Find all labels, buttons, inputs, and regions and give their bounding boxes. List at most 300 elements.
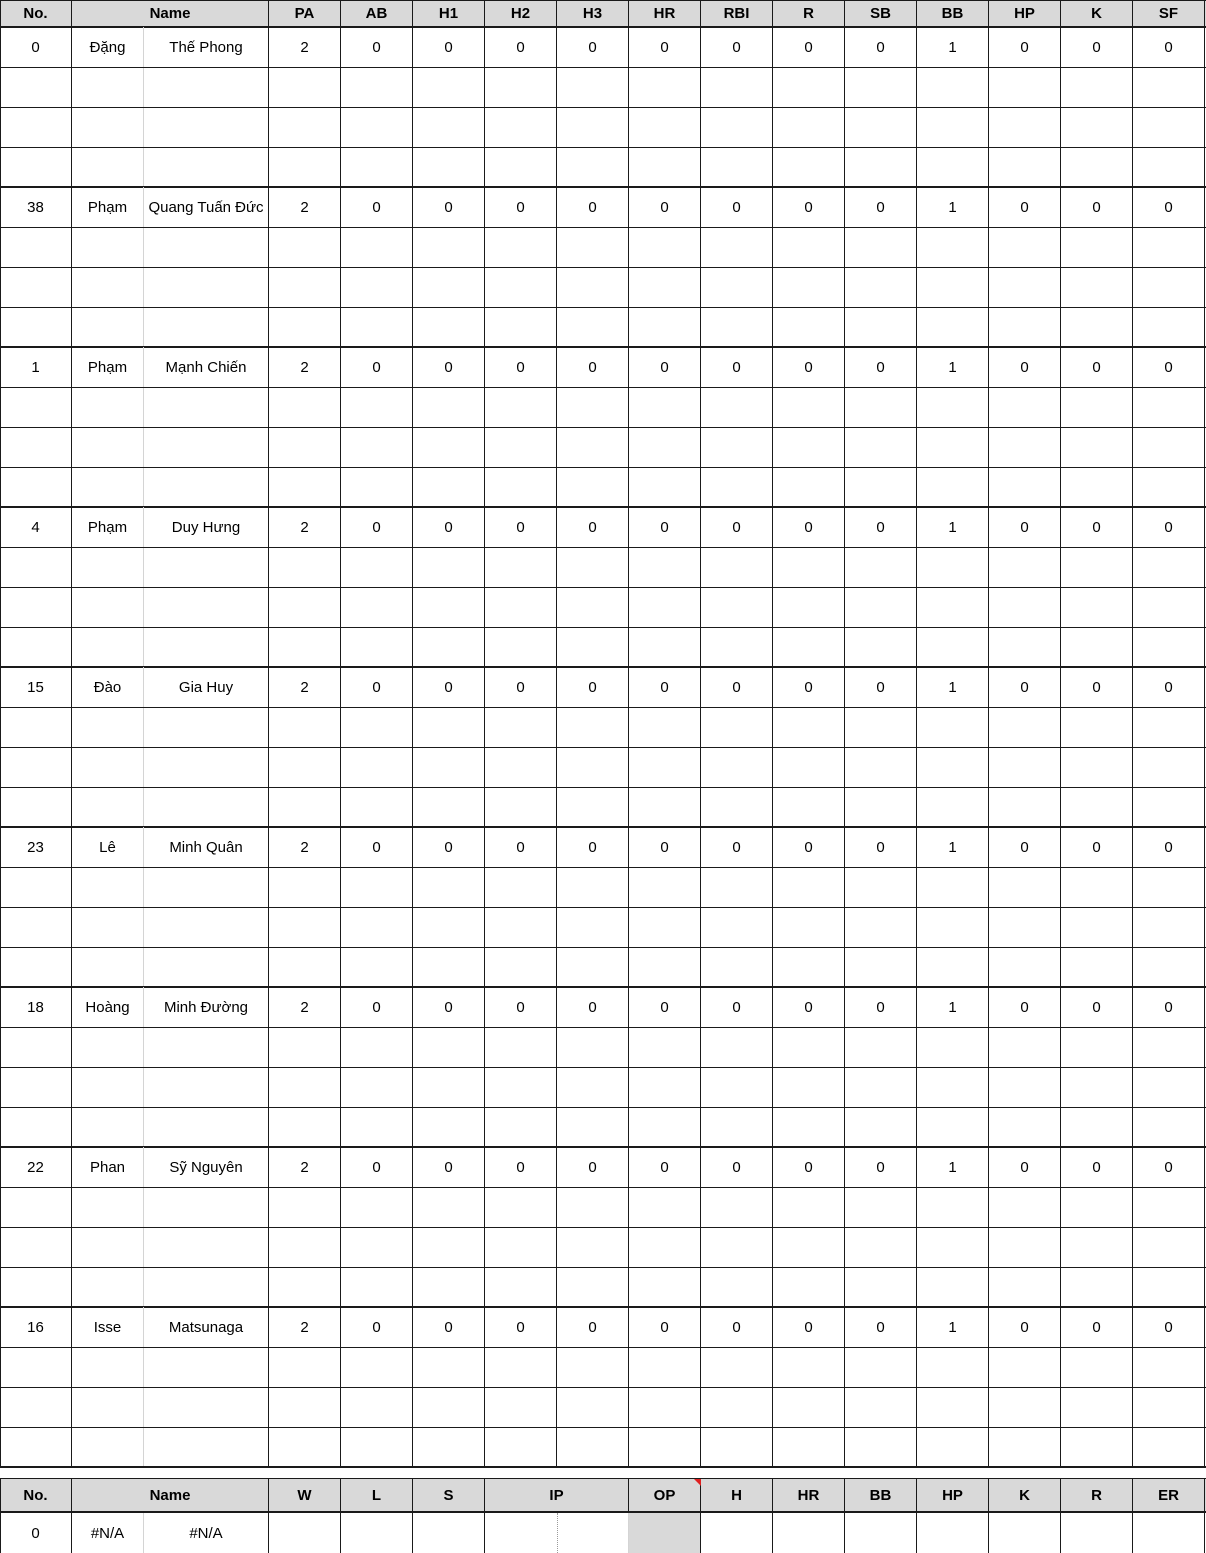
stat-bb[interactable]: 1 xyxy=(917,27,989,67)
header-pa[interactable]: PA xyxy=(269,0,341,26)
player-number[interactable] xyxy=(0,787,72,827)
stat-h3[interactable] xyxy=(557,947,629,987)
player-first-name[interactable] xyxy=(144,867,269,907)
stat-sb[interactable]: 0 xyxy=(845,187,917,227)
player-number[interactable] xyxy=(0,387,72,427)
stat-bb[interactable] xyxy=(917,1027,989,1067)
stat-sb[interactable] xyxy=(845,67,917,107)
stat-ab[interactable] xyxy=(341,467,413,507)
player-number[interactable] xyxy=(0,147,72,187)
player-first-name[interactable] xyxy=(144,947,269,987)
stat-r[interactable] xyxy=(773,787,845,827)
pitch-header-w[interactable]: W xyxy=(269,1479,341,1512)
stat-sb[interactable] xyxy=(845,107,917,147)
stat-hp[interactable] xyxy=(989,747,1061,787)
stat-hp[interactable]: 0 xyxy=(989,827,1061,867)
player-last-name[interactable] xyxy=(72,1227,144,1267)
stat-k[interactable]: 0 xyxy=(1061,1147,1133,1187)
stat-bb[interactable] xyxy=(917,147,989,187)
stat-r[interactable] xyxy=(773,547,845,587)
stat-sf[interactable]: 0 xyxy=(1133,347,1205,387)
stat-h1[interactable]: 0 xyxy=(413,1147,485,1187)
stat-pa[interactable] xyxy=(269,907,341,947)
pitch-header-l[interactable]: L xyxy=(341,1479,413,1512)
stat-h1[interactable]: 0 xyxy=(413,827,485,867)
stat-rbi[interactable] xyxy=(701,1427,773,1467)
player-first-name[interactable]: Minh Quân xyxy=(144,827,269,867)
stat-ab[interactable] xyxy=(341,947,413,987)
stat-k[interactable]: 0 xyxy=(1061,187,1133,227)
stat-hr[interactable] xyxy=(629,747,701,787)
stat-sb[interactable]: 0 xyxy=(845,1307,917,1347)
stat-hr[interactable] xyxy=(629,1227,701,1267)
stat-k[interactable] xyxy=(1061,1347,1133,1387)
stat-h2[interactable] xyxy=(485,147,557,187)
stat-h2[interactable] xyxy=(485,1187,557,1227)
stat-h1[interactable] xyxy=(413,147,485,187)
stat-k[interactable]: 0 xyxy=(1061,1307,1133,1347)
stat-r[interactable] xyxy=(773,227,845,267)
stat-k[interactable] xyxy=(1061,467,1133,507)
stat-k[interactable] xyxy=(1061,227,1133,267)
stat-r[interactable] xyxy=(773,907,845,947)
player-last-name[interactable]: Phạm xyxy=(72,187,144,227)
stat-h3[interactable] xyxy=(557,307,629,347)
stat-ab[interactable] xyxy=(341,1107,413,1147)
player-last-name[interactable] xyxy=(72,467,144,507)
stat-ab[interactable]: 0 xyxy=(341,667,413,707)
stat-rbi[interactable] xyxy=(701,787,773,827)
stat-ab[interactable]: 0 xyxy=(341,347,413,387)
player-number[interactable] xyxy=(0,907,72,947)
player-first-name[interactable]: Gia Huy xyxy=(144,667,269,707)
stat-ab[interactable] xyxy=(341,67,413,107)
stat-sf[interactable] xyxy=(1133,947,1205,987)
stat-hp[interactable]: 0 xyxy=(989,1307,1061,1347)
stat-rbi[interactable]: 0 xyxy=(701,347,773,387)
player-first-name[interactable] xyxy=(144,587,269,627)
stat-h1[interactable] xyxy=(413,547,485,587)
stat-hr[interactable] xyxy=(629,427,701,467)
stat-ab[interactable] xyxy=(341,627,413,667)
stat-hp[interactable] xyxy=(989,1187,1061,1227)
stat-rbi[interactable]: 0 xyxy=(701,187,773,227)
stat-k[interactable] xyxy=(1061,787,1133,827)
header-sf[interactable]: SF xyxy=(1133,0,1205,26)
player-number[interactable] xyxy=(0,1427,72,1467)
player-last-name[interactable] xyxy=(72,1347,144,1387)
stat-sf[interactable]: 0 xyxy=(1133,1147,1205,1187)
pitch-stat-r[interactable] xyxy=(1061,1513,1133,1553)
stat-ab[interactable]: 0 xyxy=(341,827,413,867)
stat-sf[interactable] xyxy=(1133,147,1205,187)
stat-ab[interactable] xyxy=(341,307,413,347)
stat-h1[interactable] xyxy=(413,1107,485,1147)
stat-k[interactable] xyxy=(1061,67,1133,107)
stat-sb[interactable] xyxy=(845,587,917,627)
stat-sb[interactable] xyxy=(845,867,917,907)
stat-h1[interactable] xyxy=(413,107,485,147)
stat-r[interactable]: 0 xyxy=(773,27,845,67)
stat-k[interactable]: 0 xyxy=(1061,507,1133,547)
stat-h1[interactable] xyxy=(413,267,485,307)
stat-ab[interactable] xyxy=(341,267,413,307)
stat-bb[interactable] xyxy=(917,1387,989,1427)
stat-rbi[interactable] xyxy=(701,547,773,587)
stat-h2[interactable] xyxy=(485,747,557,787)
player-first-name[interactable]: Sỹ Nguyên xyxy=(144,1147,269,1187)
stat-bb[interactable]: 1 xyxy=(917,1307,989,1347)
stat-bb[interactable] xyxy=(917,1187,989,1227)
player-number[interactable] xyxy=(0,1107,72,1147)
stat-h1[interactable] xyxy=(413,307,485,347)
player-last-name[interactable]: Phạm xyxy=(72,347,144,387)
stat-hp[interactable]: 0 xyxy=(989,987,1061,1027)
stat-h1[interactable] xyxy=(413,1187,485,1227)
stat-h3[interactable] xyxy=(557,1067,629,1107)
stat-bb[interactable] xyxy=(917,1347,989,1387)
stat-h2[interactable] xyxy=(485,1027,557,1067)
pitch-stat-l[interactable] xyxy=(341,1513,413,1553)
stat-k[interactable]: 0 xyxy=(1061,667,1133,707)
player-number[interactable] xyxy=(0,427,72,467)
player-number[interactable] xyxy=(0,627,72,667)
stat-sb[interactable] xyxy=(845,307,917,347)
stat-hp[interactable]: 0 xyxy=(989,347,1061,387)
stat-hp[interactable] xyxy=(989,307,1061,347)
stat-pa[interactable] xyxy=(269,387,341,427)
stat-ab[interactable] xyxy=(341,427,413,467)
player-first-name[interactable] xyxy=(144,1267,269,1307)
stat-sf[interactable]: 0 xyxy=(1133,27,1205,67)
stat-h1[interactable] xyxy=(413,67,485,107)
stat-sf[interactable] xyxy=(1133,1227,1205,1267)
stat-h1[interactable] xyxy=(413,947,485,987)
stat-r[interactable] xyxy=(773,1427,845,1467)
player-number[interactable]: 23 xyxy=(0,827,72,867)
stat-sf[interactable] xyxy=(1133,627,1205,667)
stat-rbi[interactable] xyxy=(701,947,773,987)
stat-hr[interactable] xyxy=(629,867,701,907)
stat-bb[interactable] xyxy=(917,587,989,627)
stat-ab[interactable]: 0 xyxy=(341,1307,413,1347)
stat-ab[interactable] xyxy=(341,867,413,907)
stat-h2[interactable] xyxy=(485,867,557,907)
stat-pa[interactable] xyxy=(269,267,341,307)
stat-pa[interactable] xyxy=(269,1267,341,1307)
player-first-name[interactable] xyxy=(144,1387,269,1427)
stat-hr[interactable] xyxy=(629,1427,701,1467)
stat-rbi[interactable] xyxy=(701,1027,773,1067)
stat-sf[interactable] xyxy=(1133,707,1205,747)
stat-h2[interactable] xyxy=(485,227,557,267)
stat-h3[interactable]: 0 xyxy=(557,507,629,547)
stat-h2[interactable] xyxy=(485,547,557,587)
stat-bb[interactable]: 1 xyxy=(917,1147,989,1187)
stat-k[interactable] xyxy=(1061,1107,1133,1147)
player-last-name[interactable] xyxy=(72,1387,144,1427)
stat-bb[interactable] xyxy=(917,707,989,747)
stat-sf[interactable]: 0 xyxy=(1133,667,1205,707)
player-last-name[interactable] xyxy=(72,1107,144,1147)
stat-r[interactable] xyxy=(773,587,845,627)
stat-pa[interactable]: 2 xyxy=(269,507,341,547)
stat-ab[interactable] xyxy=(341,147,413,187)
stat-h1[interactable]: 0 xyxy=(413,347,485,387)
stat-sf[interactable]: 0 xyxy=(1133,987,1205,1027)
stat-hr[interactable] xyxy=(629,107,701,147)
player-last-name[interactable]: Hoàng xyxy=(72,987,144,1027)
player-first-name[interactable] xyxy=(144,387,269,427)
stat-rbi[interactable] xyxy=(701,267,773,307)
pitch-stat-h[interactable] xyxy=(701,1513,773,1553)
player-last-name[interactable] xyxy=(72,947,144,987)
player-number[interactable] xyxy=(0,107,72,147)
pitch-header-op[interactable]: OP xyxy=(629,1479,701,1512)
stat-ab[interactable] xyxy=(341,547,413,587)
player-last-name[interactable] xyxy=(72,227,144,267)
stat-h2[interactable] xyxy=(485,387,557,427)
stat-h3[interactable] xyxy=(557,627,629,667)
stat-k[interactable] xyxy=(1061,947,1133,987)
header-h3[interactable]: H3 xyxy=(557,0,629,26)
player-last-name[interactable] xyxy=(72,67,144,107)
stat-hr[interactable] xyxy=(629,267,701,307)
stat-hp[interactable] xyxy=(989,1347,1061,1387)
stat-sf[interactable] xyxy=(1133,1027,1205,1067)
player-last-name[interactable] xyxy=(72,387,144,427)
stat-hp[interactable] xyxy=(989,907,1061,947)
comment-indicator-icon[interactable] xyxy=(694,1479,701,1486)
stat-r[interactable] xyxy=(773,267,845,307)
stat-h2[interactable]: 0 xyxy=(485,1147,557,1187)
stat-bb[interactable] xyxy=(917,427,989,467)
stat-sf[interactable] xyxy=(1133,307,1205,347)
player-last-name[interactable] xyxy=(72,627,144,667)
stat-sf[interactable] xyxy=(1133,387,1205,427)
stat-h1[interactable] xyxy=(413,627,485,667)
stat-hr[interactable] xyxy=(629,907,701,947)
player-last-name[interactable] xyxy=(72,787,144,827)
stat-h2[interactable] xyxy=(485,907,557,947)
pitch-header-r[interactable]: R xyxy=(1061,1479,1133,1512)
stat-sb[interactable] xyxy=(845,1027,917,1067)
stat-pa[interactable] xyxy=(269,67,341,107)
stat-h3[interactable] xyxy=(557,147,629,187)
stat-pa[interactable] xyxy=(269,227,341,267)
stat-sb[interactable]: 0 xyxy=(845,347,917,387)
stat-hp[interactable] xyxy=(989,1067,1061,1107)
stat-hr[interactable] xyxy=(629,307,701,347)
pitch-header-bb[interactable]: BB xyxy=(845,1479,917,1512)
stat-pa[interactable] xyxy=(269,867,341,907)
player-number[interactable] xyxy=(0,547,72,587)
stat-r[interactable] xyxy=(773,707,845,747)
stat-h3[interactable] xyxy=(557,1387,629,1427)
player-number[interactable] xyxy=(0,1387,72,1427)
stat-r[interactable] xyxy=(773,427,845,467)
stat-sb[interactable] xyxy=(845,467,917,507)
stat-r[interactable] xyxy=(773,1387,845,1427)
stat-ab[interactable] xyxy=(341,747,413,787)
stat-ab[interactable]: 0 xyxy=(341,27,413,67)
stat-hp[interactable] xyxy=(989,787,1061,827)
player-first-name[interactable] xyxy=(144,67,269,107)
stat-h2[interactable] xyxy=(485,307,557,347)
stat-pa[interactable] xyxy=(269,747,341,787)
stat-h2[interactable] xyxy=(485,707,557,747)
stat-pa[interactable] xyxy=(269,307,341,347)
stat-hp[interactable] xyxy=(989,707,1061,747)
stat-hr[interactable]: 0 xyxy=(629,27,701,67)
stat-h1[interactable] xyxy=(413,1067,485,1107)
stat-pa[interactable] xyxy=(269,787,341,827)
stat-h3[interactable] xyxy=(557,107,629,147)
stat-rbi[interactable] xyxy=(701,107,773,147)
stat-rbi[interactable] xyxy=(701,1227,773,1267)
header-k[interactable]: K xyxy=(1061,0,1133,26)
stat-bb[interactable] xyxy=(917,1107,989,1147)
stat-bb[interactable] xyxy=(917,1227,989,1267)
player-last-name[interactable]: Phan xyxy=(72,1147,144,1187)
player-first-name[interactable]: Duy Hưng xyxy=(144,507,269,547)
stat-r[interactable]: 0 xyxy=(773,667,845,707)
stat-hp[interactable] xyxy=(989,67,1061,107)
header-bb[interactable]: BB xyxy=(917,0,989,26)
player-first-name[interactable] xyxy=(144,267,269,307)
stat-rbi[interactable]: 0 xyxy=(701,1147,773,1187)
stat-h2[interactable] xyxy=(485,1387,557,1427)
stat-rbi[interactable] xyxy=(701,1387,773,1427)
player-first-name[interactable] xyxy=(144,1067,269,1107)
player-last-name[interactable] xyxy=(72,1027,144,1067)
stat-h3[interactable] xyxy=(557,867,629,907)
stat-h3[interactable] xyxy=(557,1027,629,1067)
player-number[interactable] xyxy=(0,267,72,307)
player-last-name[interactable] xyxy=(72,427,144,467)
stat-k[interactable] xyxy=(1061,107,1133,147)
stat-pa[interactable] xyxy=(269,1107,341,1147)
stat-r[interactable]: 0 xyxy=(773,1307,845,1347)
stat-rbi[interactable] xyxy=(701,387,773,427)
player-first-name[interactable] xyxy=(144,1107,269,1147)
stat-sf[interactable] xyxy=(1133,547,1205,587)
stat-r[interactable] xyxy=(773,1347,845,1387)
stat-pa[interactable] xyxy=(269,107,341,147)
stat-hr[interactable] xyxy=(629,387,701,427)
stat-sb[interactable]: 0 xyxy=(845,667,917,707)
header-r[interactable]: R xyxy=(773,0,845,26)
stat-hp[interactable] xyxy=(989,267,1061,307)
stat-k[interactable] xyxy=(1061,547,1133,587)
stat-bb[interactable]: 1 xyxy=(917,667,989,707)
stat-h3[interactable] xyxy=(557,387,629,427)
stat-bb[interactable] xyxy=(917,1067,989,1107)
stat-hp[interactable]: 0 xyxy=(989,507,1061,547)
stat-sb[interactable]: 0 xyxy=(845,827,917,867)
stat-sf[interactable] xyxy=(1133,67,1205,107)
player-last-name[interactable]: Đào xyxy=(72,667,144,707)
stat-k[interactable] xyxy=(1061,707,1133,747)
stat-hr[interactable] xyxy=(629,227,701,267)
player-last-name[interactable]: Lê xyxy=(72,827,144,867)
player-number[interactable] xyxy=(0,1227,72,1267)
pitch-header-name[interactable]: Name xyxy=(72,1479,269,1512)
stat-r[interactable] xyxy=(773,1027,845,1067)
stat-sb[interactable] xyxy=(845,1107,917,1147)
stat-r[interactable] xyxy=(773,67,845,107)
player-number[interactable] xyxy=(0,1067,72,1107)
player-number[interactable] xyxy=(0,1267,72,1307)
stat-hr[interactable] xyxy=(629,1267,701,1307)
stat-h3[interactable] xyxy=(557,67,629,107)
stat-sf[interactable] xyxy=(1133,1267,1205,1307)
stat-sb[interactable] xyxy=(845,1427,917,1467)
player-number[interactable] xyxy=(0,1347,72,1387)
stat-hr[interactable]: 0 xyxy=(629,1307,701,1347)
player-number[interactable] xyxy=(0,587,72,627)
stat-rbi[interactable]: 0 xyxy=(701,27,773,67)
stat-pa[interactable]: 2 xyxy=(269,187,341,227)
stat-ab[interactable] xyxy=(341,227,413,267)
stat-hr[interactable]: 0 xyxy=(629,827,701,867)
stat-h3[interactable]: 0 xyxy=(557,1147,629,1187)
stat-h3[interactable] xyxy=(557,747,629,787)
stat-h1[interactable] xyxy=(413,867,485,907)
stat-h2[interactable] xyxy=(485,467,557,507)
stat-hp[interactable] xyxy=(989,1107,1061,1147)
stat-k[interactable] xyxy=(1061,587,1133,627)
stat-sb[interactable] xyxy=(845,1267,917,1307)
pitch-header-hr[interactable]: HR xyxy=(773,1479,845,1512)
stat-sb[interactable] xyxy=(845,627,917,667)
stat-r[interactable] xyxy=(773,1187,845,1227)
stat-ab[interactable] xyxy=(341,387,413,427)
stat-k[interactable] xyxy=(1061,427,1133,467)
stat-pa[interactable]: 2 xyxy=(269,347,341,387)
stat-h1[interactable] xyxy=(413,707,485,747)
stat-sb[interactable] xyxy=(845,147,917,187)
stat-h3[interactable]: 0 xyxy=(557,27,629,67)
stat-h3[interactable] xyxy=(557,547,629,587)
stat-ab[interactable] xyxy=(341,107,413,147)
player-last-name[interactable]: Đặng xyxy=(72,27,144,67)
pitch-stat-hp[interactable] xyxy=(917,1513,989,1553)
stat-pa[interactable] xyxy=(269,1387,341,1427)
stat-bb[interactable]: 1 xyxy=(917,187,989,227)
stat-rbi[interactable]: 0 xyxy=(701,1307,773,1347)
stat-sb[interactable]: 0 xyxy=(845,987,917,1027)
stat-h2[interactable]: 0 xyxy=(485,987,557,1027)
player-number[interactable]: 1 xyxy=(0,347,72,387)
stat-sf[interactable] xyxy=(1133,227,1205,267)
player-first-name[interactable] xyxy=(144,1427,269,1467)
stat-sf[interactable] xyxy=(1133,867,1205,907)
player-first-name[interactable] xyxy=(144,707,269,747)
player-last-name[interactable] xyxy=(72,707,144,747)
stat-r[interactable] xyxy=(773,147,845,187)
player-first-name[interactable] xyxy=(144,787,269,827)
stat-h2[interactable]: 0 xyxy=(485,187,557,227)
stat-rbi[interactable] xyxy=(701,1107,773,1147)
player-last-name[interactable] xyxy=(72,267,144,307)
stat-bb[interactable] xyxy=(917,947,989,987)
stat-h2[interactable] xyxy=(485,1347,557,1387)
player-last-name[interactable] xyxy=(72,907,144,947)
stat-bb[interactable] xyxy=(917,67,989,107)
header-rbi[interactable]: RBI xyxy=(701,0,773,26)
stat-r[interactable] xyxy=(773,1107,845,1147)
